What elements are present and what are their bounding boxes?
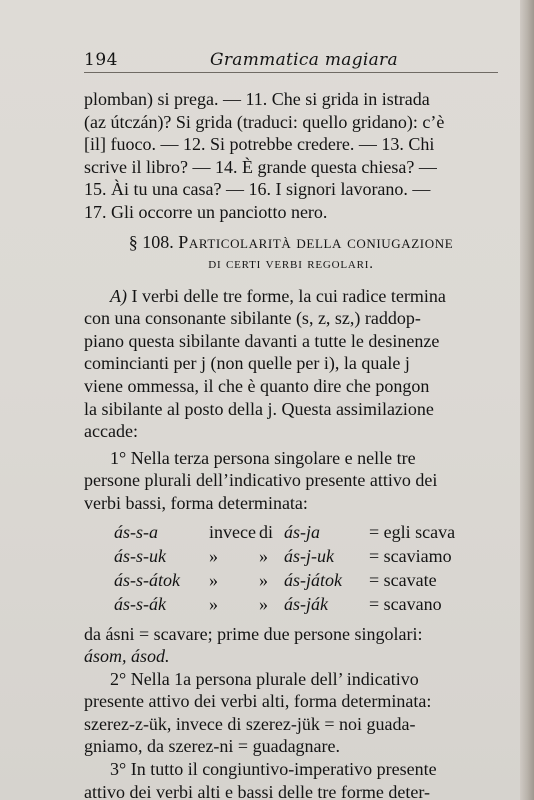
example-form: ás-s-uk [114,545,166,566]
rule-line: gniamo, da szerez-ni = guadagnare. [84,736,341,757]
exercise-block [84,88,498,224]
example-rel: » [209,593,218,614]
example-rel: » [209,545,218,566]
example-table [114,521,498,617]
paragraph-a [84,285,498,443]
example-gloss: = scaviamo [369,545,452,566]
example-orig: ás-j-uk [284,545,334,566]
example-row [114,593,498,617]
example-form: ás-s-a [114,521,158,542]
example-orig: ás-játok [284,569,342,590]
running-header [84,50,498,73]
exercise-line: (az útczán)? Si grida (traduci: quello gridano): c’è [84,111,445,132]
running-title: Grammatica magiara [210,50,398,70]
paragraph-line: la sibilante al posto della j. Questa assimilazione [84,398,434,419]
section-subtitle: di certi verbi regolari. [208,255,374,272]
page-number: 194 [84,50,118,70]
rule-line: 3° In tutto il congiuntivo-imperativo presente [110,759,437,780]
example-gloss: = scavate [369,569,437,590]
paragraph-line: comincianti per j (non quelle per i), la quale j [84,353,410,374]
rule-1 [84,447,498,515]
exercise-line: 17. Gli occorre un panciotto nero. [84,201,328,222]
rule-line: persone plurali dell’indicativo presente attivo dei [84,470,438,491]
rule-line: 2° Nella 1a persona plurale dell’ indicativo [110,668,419,689]
example-di: » [259,545,268,566]
section-title: Particolarità della coniugazione [178,231,454,252]
exercise-line: scrive il libro? — 14. È grande questa chiesa? — [84,156,437,177]
example-rel: invece [209,521,256,542]
exercise-line: [il] fuoco. — 12. Si potrebbe credere. — 13. Chi [84,134,435,155]
example-di: » [259,593,268,614]
rule-line: presente attivo dei verbi alti, forma determinata: [84,691,432,712]
rule-3 [84,758,498,800]
paragraph-line: accade: [84,421,138,442]
after-line: ásom, ásod. [84,646,170,667]
section-heading [84,231,498,275]
example-form: ás-s-ák [114,593,166,614]
example-rel: » [209,569,218,590]
example-row [114,569,498,593]
rule-line: szerez-z-ük, invece di szerez-jük = noi guada- [84,713,416,734]
paragraph-label: A) [110,285,127,306]
example-orig: ás-ják [284,593,328,614]
example-di: di [259,521,274,542]
after-examples [84,623,498,668]
rule-line: verbi bassi, forma determinata: [84,492,308,513]
example-form: ás-s-átok [114,569,180,590]
paragraph-line: piano questa sibilante davanti a tutte le desinenze [84,330,440,351]
paragraph-text: I verbi delle tre forme, la cui radice termina [131,285,446,306]
paragraph-line: con una consonante sibilante (s, z, sz,) raddop- [84,308,421,329]
example-gloss: = scavano [369,593,442,614]
rule-line: 1° Nella terza persona singolare e nelle tre [110,447,416,468]
rule-2 [84,668,498,758]
page-edge-shadow [520,0,534,800]
example-row [114,545,498,569]
example-di: » [259,569,268,590]
exercise-line: plomban) si prega. — 11. Che si grida in istrada [84,89,430,109]
paragraph-line: viene ommessa, il che è quanto dire che pongon [84,375,430,396]
example-gloss: = egli scava [369,521,456,542]
exercise-line: 15. Ài tu una casa? — 16. I signori lavorano. — [84,179,431,200]
page-body [84,88,498,800]
example-row [114,521,498,545]
example-orig: ás-ja [284,521,320,542]
section-number: § 108. [128,231,174,252]
after-line: da ásni = scavare; prime due persone singolari: [84,623,423,644]
rule-line: attivo dei verbi alti e bassi delle tre forme deter- [84,781,430,800]
